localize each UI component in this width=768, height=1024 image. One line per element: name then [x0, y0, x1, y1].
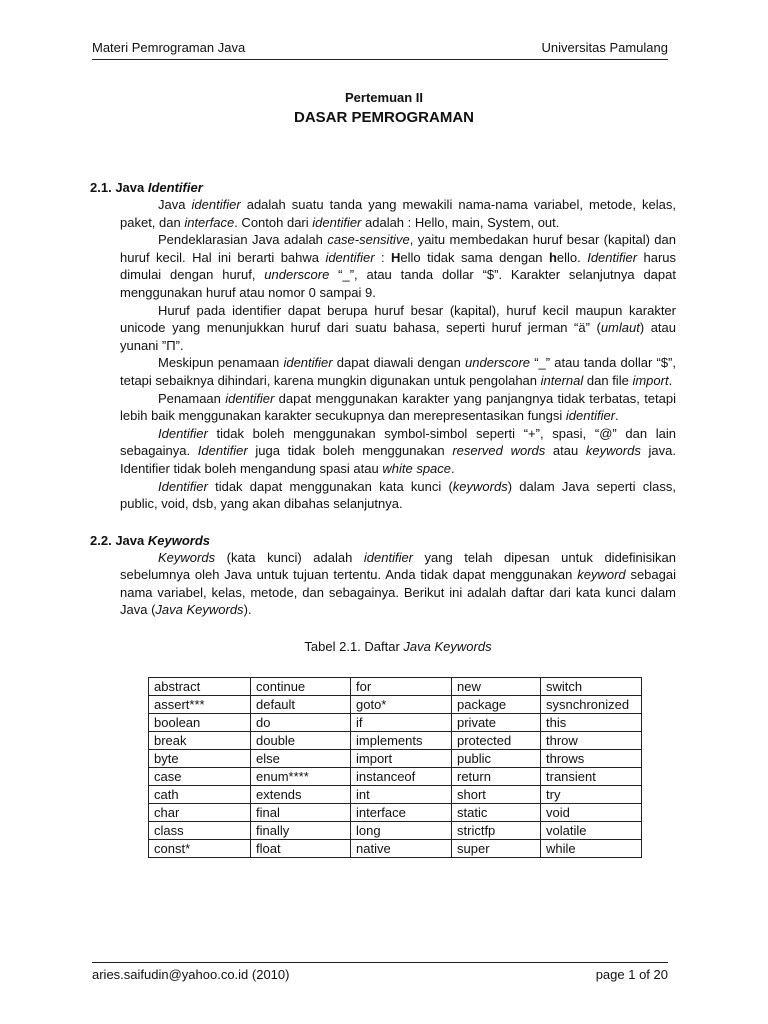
paragraph-keywords-definition: Keywords (kata kunci) adalah identifier yang telah dipesan untuk didefinisikan sebelumnya oleh Java untuk tujuan tertentu. Anda tidak dapat menggunakan keyword sebagai nama variabel, kelas, metode, dan sebagainya. Berikut ini adalah daftar dari kata kunci dalam Java (Java Keywords).: [120, 549, 676, 618]
keyword-cell: instanceof: [351, 768, 452, 786]
table-caption: Tabel 2.1. Daftar Java Keywords: [304, 639, 492, 655]
keyword-cell: finally: [251, 822, 351, 840]
keyword-cell: break: [149, 732, 251, 750]
keyword-cell: throws: [541, 750, 642, 768]
keyword-cell: class: [149, 822, 251, 840]
header-university: Universitas Pamulang: [541, 40, 668, 55]
table-row: [149, 678, 642, 696]
keyword-cell: abstract: [149, 678, 251, 696]
keyword-cell: private: [452, 714, 541, 732]
footer-author-email: aries.saifudin@yahoo.co.id (2010): [92, 967, 290, 982]
section-title: Identifier: [147, 180, 203, 195]
keyword-cell: package: [452, 696, 541, 714]
paragraph-identifier-length: Penamaan identifier dapat menggunakan karakter yang panjangnya tidak terbatas, tetapi lebih baik menggunakan karakter secukupnya dan merepresentasikan fungsi identifier.: [120, 390, 676, 424]
section-title: Keywords: [147, 532, 210, 548]
keyword-cell: import: [351, 750, 452, 768]
keyword-cell: super: [452, 840, 541, 858]
keyword-cell: assert***: [149, 696, 251, 714]
keyword-cell: final: [251, 804, 351, 822]
keyword-cell: double: [251, 732, 351, 750]
keyword-cell: const*: [149, 840, 251, 858]
paragraph-no-keywords: Identifier tidak dapat menggunakan kata kunci (keywords) dalam Java seperti class, public, void, dsb, yang akan dibahas selanjutnya.: [120, 478, 676, 512]
keyword-cell: transient: [541, 768, 642, 786]
document-body: [90, 179, 677, 858]
keyword-cell: switch: [541, 678, 642, 696]
keyword-cell: throw: [541, 732, 642, 750]
keyword-cell: strictfp: [452, 822, 541, 840]
java-keywords-table: [148, 677, 642, 858]
keyword-cell: return: [452, 768, 541, 786]
meeting-label: Pertemuan II: [344, 90, 424, 105]
table-row: [149, 714, 642, 732]
paragraph-case-sensitive: Pendeklarasian Java adalah case-sensitive, yaitu membedakan huruf besar (kapital) dan huruf kecil. Hal ini berarti bahwa identifier : Hello tidak sama dengan hello. Identifier harus dimulai dengan huruf, underscore “_”, atau tanda dollar “$”. Karakter selanjutnya dapat menggunakan huruf atau nomor 0 sampai 9.: [120, 232, 677, 300]
keyword-cell: implements: [351, 732, 452, 750]
table-row: [149, 822, 642, 840]
table-row: [149, 786, 642, 804]
section-prefix: Java: [115, 532, 145, 548]
keyword-cell: if: [351, 714, 452, 732]
keyword-cell: try: [541, 786, 642, 804]
keyword-cell: enum****: [251, 768, 351, 786]
section-number: 2.1.: [90, 180, 112, 195]
document-title: DASAR PEMROGRAMAN: [294, 109, 474, 126]
keyword-cell: else: [251, 750, 351, 768]
keyword-cell: boolean: [149, 714, 251, 732]
keyword-cell: void: [541, 804, 642, 822]
section-heading-keywords: [90, 532, 676, 549]
keyword-cell: float: [251, 840, 351, 858]
header-course-title: Materi Pemrograman Java: [92, 40, 246, 55]
paragraph-underscore-naming: Meskipun penamaan identifier dapat diawali dengan underscore “_” atau tanda dollar “$”, tetapi sebaiknya dihindari, karena mungkin digunakan untuk pengolahan internal dan file import.: [120, 355, 676, 388]
keyword-cell: default: [251, 696, 351, 714]
keyword-cell: byte: [149, 750, 251, 768]
table-row: [149, 732, 642, 750]
keyword-cell: for: [351, 678, 452, 696]
keyword-cell: long: [351, 822, 452, 840]
keyword-cell: continue: [251, 678, 351, 696]
table-row: [149, 750, 642, 768]
keyword-cell: static: [452, 804, 541, 822]
paragraph-unicode-letters: Huruf pada identifier dapat berupa huruf besar (kapital), huruf kecil maupun karakter unicode yang menunjukkan huruf dari suatu bahasa, seperti huruf jerman “ä” (umlaut) atau yunani ”Π”.: [120, 302, 676, 353]
keyword-cell: goto*: [351, 696, 452, 714]
keyword-cell: interface: [351, 804, 452, 822]
section-prefix: Java: [115, 180, 145, 195]
section-heading-identifier: [90, 179, 676, 196]
page-number: page 1 of 20: [595, 967, 668, 982]
keyword-cell: cath: [149, 786, 251, 804]
keyword-cell: char: [149, 804, 251, 822]
document-title-block: [92, 90, 676, 126]
section-number: 2.2.: [90, 532, 112, 548]
keyword-cell: this: [541, 714, 642, 732]
table-row: [149, 768, 642, 786]
keyword-cell: native: [351, 840, 452, 858]
keyword-cell: while: [541, 840, 642, 858]
keyword-cell: new: [452, 678, 541, 696]
keyword-cell: extends: [251, 786, 351, 804]
table-row: [149, 840, 642, 858]
paragraph-forbidden-symbols: Identifier tidak boleh menggunakan symbol-simbol seperti “+”, spasi, “@” dan lain sebagainya. Identifier juga tidak boleh menggunakan reserved words atau keywords java. Identifier tidak boleh mengandung spasi atau white space.: [120, 425, 676, 476]
keyword-cell: int: [351, 786, 452, 804]
paragraph-identifier-definition: Java identifier adalah suatu tanda yang mewakili nama-nama variabel, metode, kelas, paket, dan interface. Contoh dari identifier adalah : Hello, main, System, out.: [120, 197, 676, 230]
keyword-cell: protected: [452, 732, 541, 750]
table-row: [149, 696, 642, 714]
keyword-cell: short: [452, 786, 541, 804]
table-row: [149, 804, 642, 822]
keyword-cell: public: [452, 750, 541, 768]
keyword-cell: do: [251, 714, 351, 732]
page-header: [92, 40, 668, 60]
keyword-cell: case: [149, 768, 251, 786]
keyword-cell: sysnchronized: [541, 696, 642, 714]
page-footer: [92, 962, 668, 982]
keyword-cell: volatile: [541, 822, 642, 840]
